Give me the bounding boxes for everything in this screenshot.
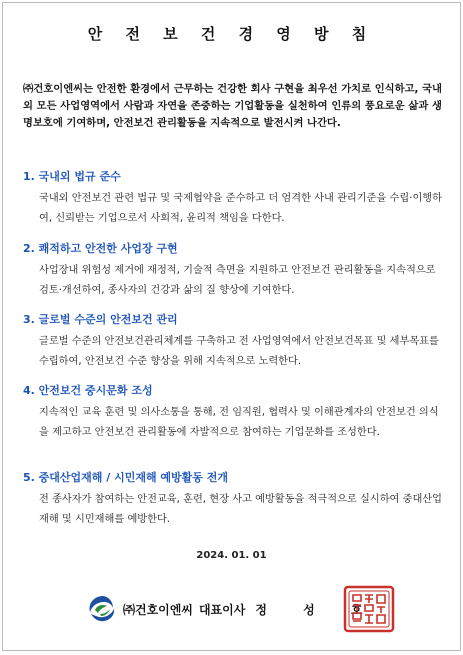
ceo-name: 정 성 호 [255, 602, 379, 617]
intro-paragraph: ㈜건호이엔씨는 안전한 환경에서 근무하는 건강한 회사 구현을 최우선 가치로 인식하고, 국내외 모든 사업영역에서 사람과 자연을 존중하는 기업활동을 실천하여 인류의 풍요로운 삶과 생명보호에 기여하며, 안전보건 관리활동을 지속적으로 발전시켜 나간다. [23, 83, 442, 129]
policy-section-2 [23, 242, 444, 301]
signature-line [87, 594, 378, 624]
ceo-title: 대표이사 [198, 602, 246, 617]
section-title: 4. 안전보건 중시문화 조성 [23, 384, 153, 397]
company-seal-icon [343, 585, 395, 633]
section-body: 사업장내 위험성 제거에 재정적, 기술적 측면을 지원하고 안전보건 관리활동을 지속적으로 검토·개선하여, 종사자의 건강과 삶의 질 향상에 기여한다. [39, 265, 436, 296]
section-body: 국내외 안전보건 관련 법규 및 국제협약을 준수하고 더 엄격한 사내 관리기준을 수립·이행하여, 신뢰받는 기업으로서 사회적, 윤리적 책임을 다한다. [39, 193, 442, 224]
company-name: ㈜건호이엔씨 [123, 602, 193, 617]
policy-section-1 [23, 170, 444, 229]
section-body: 지속적인 교육 훈련 및 의사소통을 통해, 전 임직원, 협력사 및 이해관계자의 안전보건 의식을 제고하고 안전보건 관리활동에 자발적으로 참여하는 기업문화를 조성한다. [39, 407, 439, 438]
company-logo-icon [87, 594, 117, 624]
policy-document [2, 2, 461, 651]
section-body: 글로벌 수준의 안전보건관리체계를 구축하고 전 사업영역에서 안전보건목표 및 세부목표를 수립하여, 안전보건 수준 향상을 위해 지속적으로 노력한다. [39, 336, 439, 367]
section-title: 5. 중대산업재해 / 시민재해 예방활동 전개 [23, 471, 229, 484]
policy-section-4 [23, 384, 444, 443]
policy-section-5 [23, 471, 444, 530]
policy-section-3 [23, 313, 444, 372]
issue-date: 2024. 01. 01 [196, 550, 267, 561]
section-title: 3. 글로벌 수준의 안전보건 관리 [23, 313, 178, 326]
section-title: 2. 쾌적하고 안전한 사업장 구현 [23, 242, 178, 255]
section-title: 1. 국내외 법규 준수 [23, 170, 121, 183]
section-body: 전 종사자가 참여하는 안전교육, 훈련, 현장 사고 예방활동을 적극적으로 실시하여 중대산업재해 및 시민재해를 예방한다. [39, 494, 442, 525]
page-title: 안 전 보 건 경 영 방 침 [87, 25, 376, 43]
